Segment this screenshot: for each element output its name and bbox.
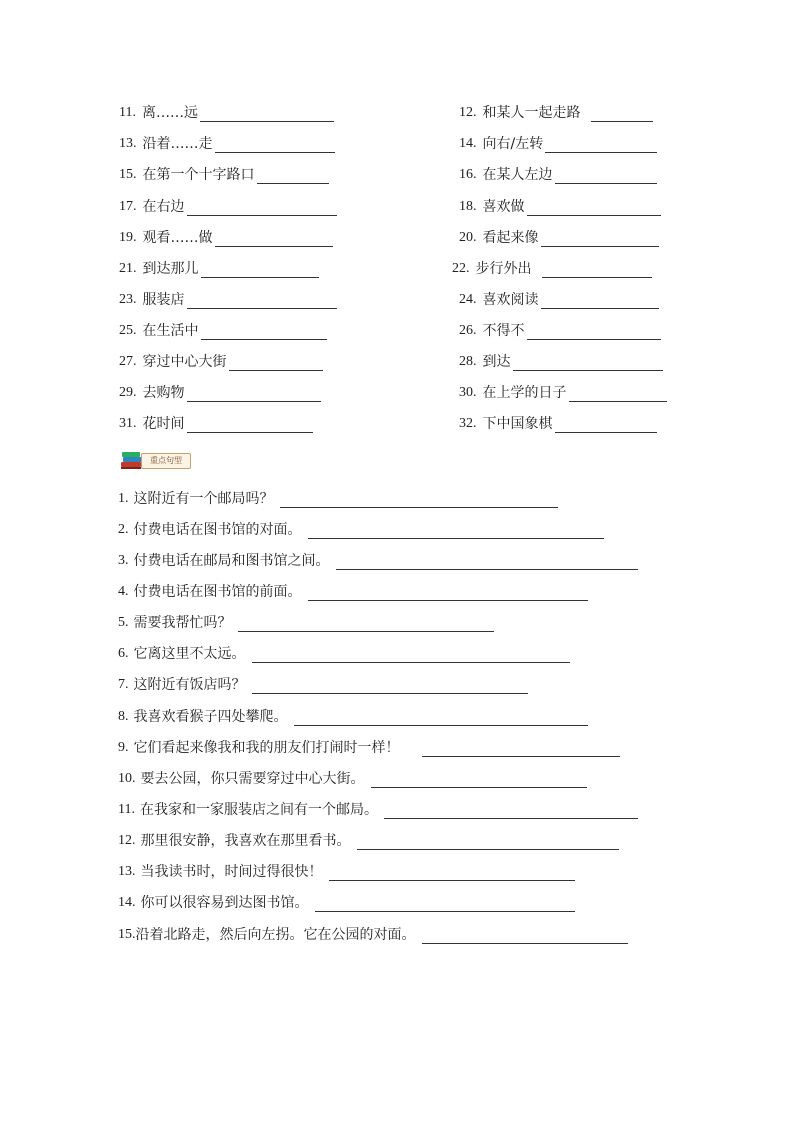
- sentence-text: 它们看起来像我和我的朋友们打闹时一样！: [133, 740, 400, 756]
- answer-blank[interactable]: [513, 354, 663, 371]
- sentence-item-6: [118, 641, 570, 663]
- vocab-number: 15.: [119, 167, 137, 182]
- vocab-phrase: 看起来像: [482, 230, 539, 246]
- sentence-number: 15.: [118, 927, 136, 942]
- sentence-item-14: [118, 890, 575, 912]
- vocab-phrase: 穿过中心大街: [142, 354, 227, 370]
- sentence-text: 付费电话在图书馆的对面。: [133, 522, 302, 538]
- vocab-number: 16.: [459, 167, 477, 182]
- vocab-phrase: 在生活中: [142, 323, 199, 339]
- answer-blank[interactable]: [280, 491, 558, 508]
- vocab-item-23: [119, 287, 337, 309]
- sentence-text: 它离这里不太远。: [133, 646, 246, 662]
- sentence-number: 12.: [118, 833, 136, 848]
- vocab-phrase: 喜欢阅读: [482, 292, 539, 308]
- vocab-phrase: 向右/左转: [482, 136, 544, 152]
- sentence-item-7: [118, 672, 528, 694]
- sentence-text: 付费电话在邮局和图书馆之间。: [133, 553, 330, 569]
- answer-blank[interactable]: [229, 354, 323, 371]
- sentence-number: 5.: [118, 615, 129, 630]
- sentence-text: 这附近有饭店吗？: [133, 677, 246, 693]
- vocab-item-20: [459, 225, 659, 247]
- sentence-text: 当我读书时，时间过得很快！: [140, 864, 323, 880]
- vocab-phrase: 喜欢做: [482, 199, 525, 215]
- vocab-number: 18.: [459, 199, 477, 214]
- vocab-phrase: 不得不: [482, 323, 525, 339]
- sentence-text: 你可以很容易到达图书馆。: [140, 895, 309, 911]
- answer-blank[interactable]: [422, 740, 620, 757]
- vocab-item-21: [119, 256, 319, 278]
- vocab-item-16: [459, 162, 657, 184]
- vocab-item-11: [119, 100, 334, 122]
- answer-blank[interactable]: [215, 136, 335, 153]
- sentence-number: 9.: [118, 740, 129, 755]
- answer-blank[interactable]: [187, 199, 337, 216]
- answer-blank[interactable]: [257, 167, 329, 184]
- sentence-number: 3.: [118, 553, 129, 568]
- vocab-number: 25.: [119, 323, 137, 338]
- vocab-item-28: [459, 349, 663, 371]
- sentence-number: 14.: [118, 895, 136, 910]
- vocab-number: 31.: [119, 416, 137, 431]
- answer-blank[interactable]: [591, 105, 653, 122]
- vocab-number: 24.: [459, 292, 477, 307]
- answer-blank[interactable]: [308, 584, 588, 601]
- sentence-number: 11.: [118, 802, 135, 817]
- sentence-text: 在我家和一家服装店之间有一个邮局。: [139, 802, 378, 818]
- sentence-item-1: [118, 486, 558, 508]
- vocab-item-26: [459, 318, 661, 340]
- vocab-item-22: [452, 256, 652, 278]
- sentence-number: 7.: [118, 677, 129, 692]
- sentence-item-15: [118, 922, 628, 944]
- vocab-number: 22.: [452, 261, 470, 276]
- answer-blank[interactable]: [187, 416, 313, 433]
- sentence-number: 6.: [118, 646, 129, 661]
- sentence-text: 我喜欢看猴子四处攀爬。: [133, 709, 288, 725]
- vocab-phrase: 花时间: [142, 416, 185, 432]
- vocab-number: 26.: [459, 323, 477, 338]
- answer-blank[interactable]: [569, 385, 667, 402]
- vocab-number: 23.: [119, 292, 137, 307]
- answer-blank[interactable]: [308, 522, 604, 539]
- sentence-number: 13.: [118, 864, 136, 879]
- vocab-phrase: 在上学的日子: [482, 385, 567, 401]
- vocab-item-30: [459, 380, 667, 402]
- vocab-number: 19.: [119, 230, 137, 245]
- answer-blank[interactable]: [252, 677, 528, 694]
- vocab-item-13: [119, 131, 335, 153]
- vocab-item-12: [459, 100, 653, 122]
- vocab-item-15: [119, 162, 329, 184]
- vocab-item-14: [459, 131, 657, 153]
- sentence-item-3: [118, 548, 638, 570]
- answer-blank[interactable]: [238, 615, 494, 632]
- vocab-number: 29.: [119, 385, 137, 400]
- sentence-text: 需要我帮忙吗？: [133, 615, 232, 631]
- vocab-item-17: [119, 194, 337, 216]
- vocab-phrase: 到达那儿: [142, 261, 199, 277]
- sentence-text: 这附近有一个邮局吗？: [133, 491, 274, 507]
- sentence-number: 1.: [118, 491, 129, 506]
- vocab-phrase: 沿着……走: [142, 136, 213, 152]
- vocab-item-31: [119, 411, 313, 433]
- vocab-phrase: 下中国象棋: [482, 416, 553, 432]
- sentence-item-4: [118, 579, 588, 601]
- sentence-item-8: [118, 704, 588, 726]
- answer-blank[interactable]: [294, 709, 588, 726]
- vocab-number: 21.: [119, 261, 137, 276]
- sentence-item-13: [118, 859, 575, 881]
- vocab-item-24: [459, 287, 659, 309]
- answer-blank[interactable]: [336, 553, 638, 570]
- vocab-phrase: 到达: [482, 354, 511, 370]
- answer-blank[interactable]: [541, 230, 659, 247]
- vocab-number: 13.: [119, 136, 137, 151]
- answer-blank[interactable]: [541, 292, 659, 309]
- vocab-phrase: 在右边: [142, 199, 185, 215]
- answer-blank[interactable]: [545, 136, 657, 153]
- vocab-phrase: 去购物: [142, 385, 185, 401]
- sentence-item-5: [118, 610, 494, 632]
- vocab-phrase: 在某人左边: [482, 167, 553, 183]
- sentence-item-10: [118, 766, 587, 788]
- sentence-text: 付费电话在图书馆的前面。: [133, 584, 302, 600]
- section-header-key-sentences: [119, 449, 191, 471]
- vocab-phrase: 观看……做: [142, 230, 213, 246]
- sentence-item-12: [118, 828, 619, 850]
- answer-blank[interactable]: [527, 323, 661, 340]
- vocab-phrase: 服装店: [142, 292, 185, 308]
- sentence-text: 要去公园，你只需要穿过中心大街。: [140, 771, 365, 787]
- answer-blank[interactable]: [542, 261, 652, 278]
- answer-blank[interactable]: [384, 802, 638, 819]
- vocab-number: 12.: [459, 105, 477, 120]
- answer-blank[interactable]: [187, 292, 337, 309]
- vocab-phrase: 在第一个十字路口: [142, 167, 255, 183]
- vocab-number: 11.: [119, 105, 136, 120]
- sentence-number: 8.: [118, 709, 129, 724]
- vocab-phrase: 步行外出: [475, 261, 532, 277]
- answer-blank[interactable]: [555, 167, 657, 184]
- answer-blank[interactable]: [315, 895, 575, 912]
- vocab-number: 20.: [459, 230, 477, 245]
- vocab-item-19: [119, 225, 333, 247]
- sentence-number: 2.: [118, 522, 129, 537]
- vocab-number: 27.: [119, 354, 137, 369]
- vocab-item-29: [119, 380, 321, 402]
- answer-blank[interactable]: [555, 416, 657, 433]
- vocab-item-18: [459, 194, 661, 216]
- answer-blank[interactable]: [329, 864, 575, 881]
- answer-blank[interactable]: [422, 927, 628, 944]
- answer-blank[interactable]: [527, 199, 661, 216]
- answer-blank[interactable]: [187, 385, 321, 402]
- vocab-number: 14.: [459, 136, 477, 151]
- answer-blank[interactable]: [357, 833, 619, 850]
- vocab-number: 17.: [119, 199, 137, 214]
- vocab-item-25: [119, 318, 327, 340]
- sentence-number: 10.: [118, 771, 136, 786]
- sentence-text: 那里很安静，我喜欢在那里看书。: [140, 833, 351, 849]
- vocab-phrase: 和某人一起走路: [482, 105, 581, 121]
- vocab-item-32: [459, 411, 657, 433]
- sentence-text: 沿着北路走，然后向左拐。它在公园的对面。: [135, 927, 416, 943]
- sentence-item-11: [118, 797, 638, 819]
- section-title: 重点句型: [141, 453, 191, 469]
- vocab-number: 32.: [459, 416, 477, 431]
- vocab-number: 30.: [459, 385, 477, 400]
- vocab-item-27: [119, 349, 323, 371]
- vocab-phrase: 离……远: [141, 105, 198, 121]
- sentence-number: 4.: [118, 584, 129, 599]
- answer-blank[interactable]: [252, 646, 570, 663]
- answer-blank[interactable]: [201, 261, 319, 278]
- answer-blank[interactable]: [371, 771, 587, 788]
- sentence-item-2: [118, 517, 604, 539]
- answer-blank[interactable]: [215, 230, 333, 247]
- answer-blank[interactable]: [201, 323, 327, 340]
- sentence-item-9: [118, 735, 620, 757]
- vocab-number: 28.: [459, 354, 477, 369]
- answer-blank[interactable]: [200, 105, 334, 122]
